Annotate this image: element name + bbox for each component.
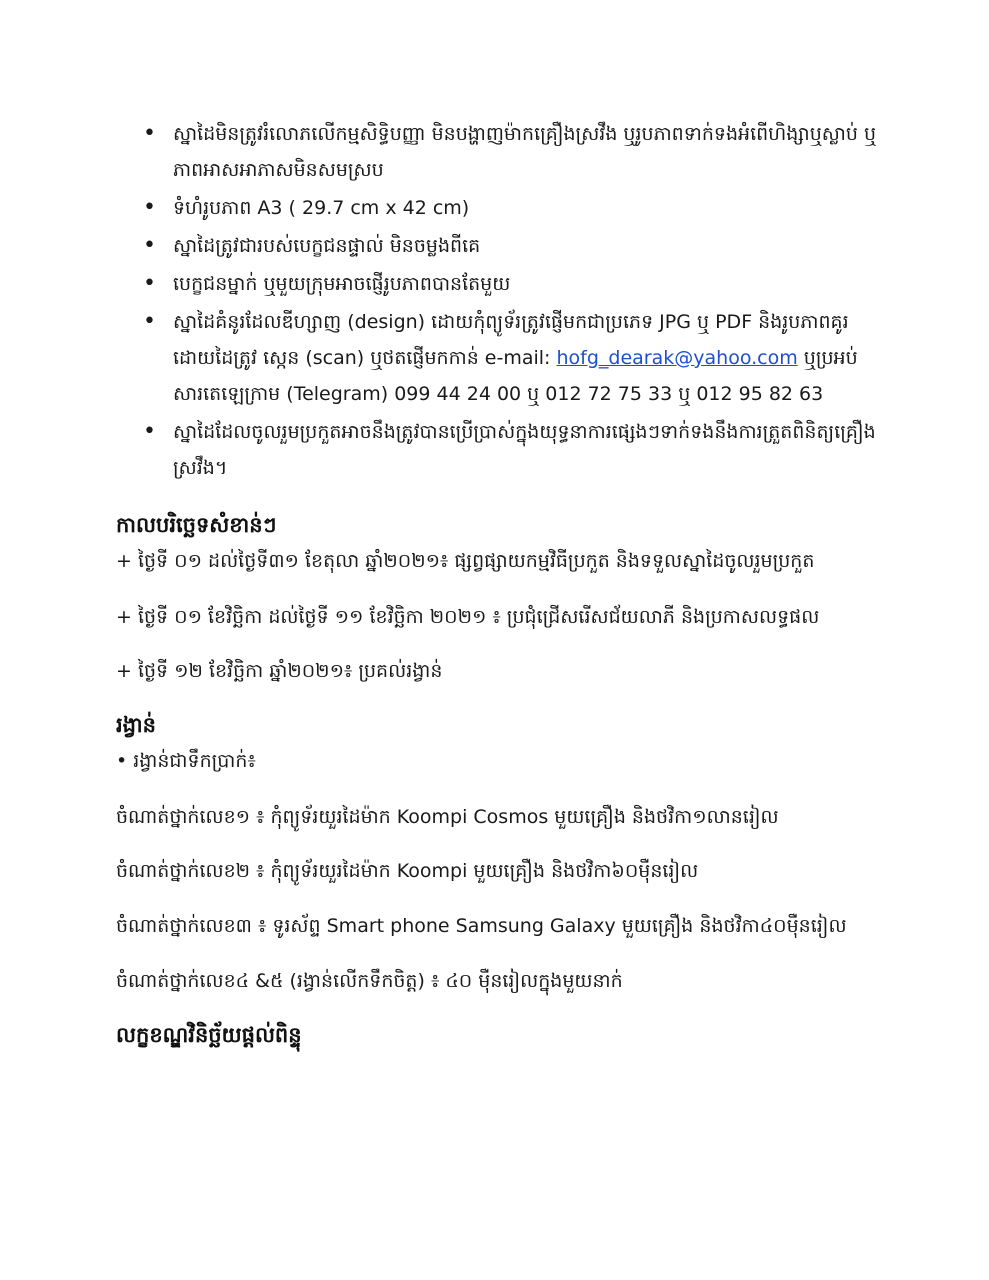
bullet-icon: •: [143, 309, 156, 334]
date-line: + ថ្ងៃទី ០១ ដល់ថ្ងៃទី៣១ ខែតុលា ឆ្នាំ២០២១៖ ផ្សព្វផ្សាយកម្មវិធីប្រកួត និងទទួលស្នាដៃចូលរួមប្រកួត: [116, 550, 815, 572]
list-item: [143, 116, 883, 188]
prize-line: ចំណាត់ថ្នាក់លេខ២ ៖ កុំព្យូទ័រយួរដៃម៉ាក Koompi មួយគ្រឿង និងថវិកា៦០ម៉ឺនរៀល: [116, 860, 699, 882]
prizes-subheading: • រង្វាន់ជាទឹកប្រាក់៖: [116, 750, 256, 772]
prize-line: ចំណាត់ថ្នាក់លេខ៣ ៖ ទូរស័ព្ទ Smart phone Samsung Galaxy មួយគ្រឿង និងថវិកា៤០ម៉ឺនរៀល: [116, 915, 847, 937]
list-item: [143, 190, 883, 226]
bullet-icon: •: [143, 233, 156, 258]
list-item: [143, 266, 883, 302]
list-item: [143, 228, 883, 264]
list-item-text: ទំហំរូបភាព A3 ( 29.7 cm x 42 cm): [173, 197, 470, 219]
list-item: [143, 414, 883, 486]
bullet-icon: •: [143, 271, 156, 296]
requirements-list: [143, 116, 883, 488]
list-item-text: ស្នាដៃគំនូរដែលឌីហ្សាញ (design) ដោយកុំព្យូទ័រត្រូវផ្ញើមកជាប្រភេទ JPG ឬ PDF និងរូបភាពគូរដោយដៃត្រូវ ស្កេន (scan) ឬថតផ្ញើមកកាន់ e-mail:: [173, 311, 849, 369]
criteria-heading: លក្ខខណ្ឌវិនិច្ឆ័យផ្តល់ពិន្ទុ: [116, 1023, 302, 1047]
date-line: + ថ្ងៃទី ០១ ខែវិច្ឆិកា ដល់ថ្ងៃទី ១១ ខែវិច្ឆិកា ២០២១ ៖ ប្រជុំជ្រើសរើសជ័យលាភី និងប្រកាសលទ្ធផល: [116, 606, 820, 628]
bullet-icon: •: [143, 419, 156, 444]
list-item: [143, 304, 883, 412]
prize-line: ចំណាត់ថ្នាក់លេខ១ ៖ កុំព្យូទ័រយួរដៃម៉ាក Koompi Cosmos មួយគ្រឿង និងថវិកា១លានរៀល: [116, 806, 779, 828]
list-item-text: ស្នាដៃត្រូវជារបស់បេក្ខជនផ្ទាល់ មិនចម្លងពីគេ: [173, 235, 481, 257]
prize-line: ចំណាត់ថ្នាក់លេខ៤ &៥ (រង្វាន់លើកទឹកចិត្ត) ៖ ៤០ ម៉ឺនរៀលក្នុងមួយនាក់: [116, 970, 623, 992]
list-item-text: ឬប្រអប់សារតេឡេក្រាម (Telegram) 099 44 24 00 ឬ 012 72 75 33 ឬ 012 95 82 63: [173, 347, 858, 405]
date-line: + ថ្ងៃទី ១២ ខែវិច្ឆិកា ឆ្នាំ២០២១៖ ប្រគល់រង្វាន់: [116, 660, 443, 682]
prizes-heading: រង្វាន់: [116, 713, 156, 737]
email-link[interactable]: hofg_dearak@yahoo.com: [556, 347, 798, 369]
list-item-text: បេក្ខជនម្នាក់ ឬមួយក្រុមអាចផ្ញើរូបភាពបានតែមួយ: [173, 273, 511, 295]
list-item-text: ស្នាដៃដែលចូលរួមប្រកួតអាចនឹងត្រូវបានប្រើប្រាស់ក្នុងយុទ្ធនាការផ្សេងៗទាក់ទងនឹងការត្រួតពិនិត្យគ្រឿងស្រវឹង។: [173, 421, 876, 479]
bullet-icon: •: [143, 121, 156, 146]
dates-heading: កាលបរិច្ឆេទសំខាន់ៗ: [116, 513, 277, 537]
list-item-text: ស្នាដៃមិនត្រូវរំលោភលើកម្មសិទ្ធិបញ្ញា មិនបង្ហាញម៉ាកគ្រឿងស្រវឹង ឬរូបភាពទាក់ទងអំពើហិង្សាឬស្លាប់ ឬភាពអាសអាភាសមិនសមស្រប: [173, 123, 877, 181]
bullet-icon: •: [143, 195, 156, 220]
